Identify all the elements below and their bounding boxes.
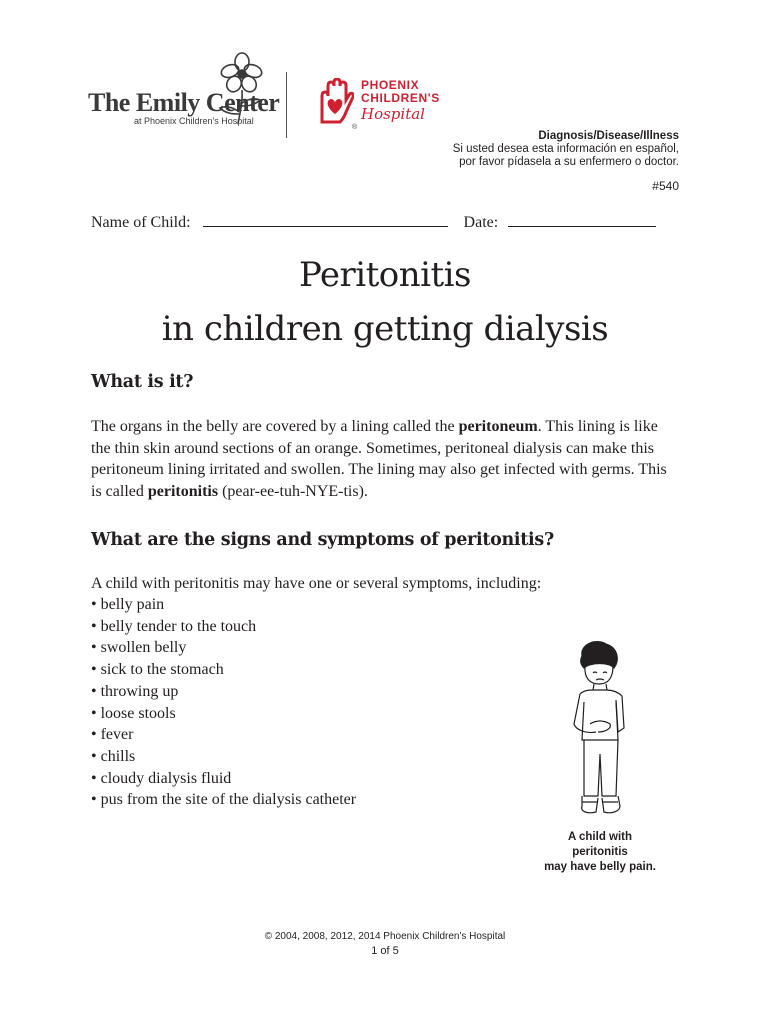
- list-item: • sick to the stomach: [91, 661, 224, 679]
- pch-name: [361, 79, 440, 105]
- pch-name-line2: CHILDREN'S: [361, 91, 440, 105]
- symptoms-intro: A child with peritonitis may have one or several symptoms, including:: [91, 575, 542, 592]
- list-item: • throwing up: [91, 682, 179, 700]
- para-text-3: (pear-ee-tuh-NYE-tis).: [218, 482, 368, 500]
- document-number: #540: [652, 179, 679, 193]
- list-item: • belly pain: [91, 596, 165, 613]
- illustration-caption: [520, 830, 680, 875]
- pch-hospital-script: Hospital: [361, 105, 425, 123]
- date-field[interactable]: [508, 212, 656, 227]
- list-item: • fever: [91, 726, 134, 744]
- page-number: 1 of 5: [371, 945, 399, 957]
- symptom-list: [91, 594, 356, 811]
- caption-line1: A child with: [567, 831, 633, 843]
- page-title: [0, 248, 770, 356]
- caption-line2: peritonitis: [572, 846, 628, 858]
- emily-center-subtitle: at Phoenix Children's Hospital: [134, 116, 254, 126]
- what-is-it-paragraph: [91, 416, 681, 502]
- emily-center-name: The Emily Center: [88, 88, 280, 117]
- section-heading-what-is-it: What is it?: [91, 372, 194, 392]
- flower-icon: [216, 52, 268, 126]
- list-item: • loose stools: [91, 704, 176, 722]
- term-peritonitis: peritonitis: [147, 482, 219, 500]
- para-text-1: The organs in the belly are covered by a lining called the: [91, 418, 459, 435]
- list-item: • chills: [91, 747, 136, 765]
- name-date-form: [91, 212, 656, 232]
- pch-name-line1: PHOENIX: [361, 78, 420, 92]
- child-name-label: Name of Child:: [91, 214, 191, 231]
- list-item: • pus from the site of the dialysis catheter: [91, 791, 357, 809]
- caption-line3: may have belly pain.: [544, 861, 656, 873]
- hand-heart-icon: [316, 78, 354, 124]
- section-heading-symptoms: What are the signs and symptoms of peritonitis?: [91, 530, 554, 550]
- page-header: [0, 0, 770, 200]
- date-label: Date:: [463, 214, 499, 231]
- list-item: • cloudy dialysis fluid: [91, 769, 232, 787]
- term-peritoneum: peritoneum: [458, 418, 538, 435]
- title-line1: Peritonitis: [299, 255, 471, 295]
- title-line2: in children getting dialysis: [161, 309, 609, 349]
- spanish-note-line1: Si usted desea esta información en español,: [452, 143, 679, 155]
- page-footer: [0, 930, 770, 958]
- diagnosis-info: [453, 130, 679, 169]
- child-belly-pain-illustration: [560, 640, 640, 822]
- registered-mark: ®: [352, 124, 358, 131]
- logo-divider: [286, 72, 287, 138]
- child-name-field[interactable]: [203, 212, 448, 227]
- list-item: • belly tender to the touch: [91, 617, 257, 635]
- diagnosis-label: Diagnosis/Disease/Illness: [538, 130, 679, 142]
- spanish-note-line2: por favor pídasela a su enfermero o doctor.: [459, 156, 679, 168]
- para-text-2: . This lining is like the thin skin around sections of an orange. Sometimes, peritoneal dialysis can make this peritoneum lining irritated and swollen. The lining may also get infected with germs. This is called: [91, 418, 667, 500]
- copyright: © 2004, 2008, 2012, 2014 Phoenix Children's Hospital: [264, 931, 506, 942]
- list-item: • swollen belly: [91, 639, 187, 657]
